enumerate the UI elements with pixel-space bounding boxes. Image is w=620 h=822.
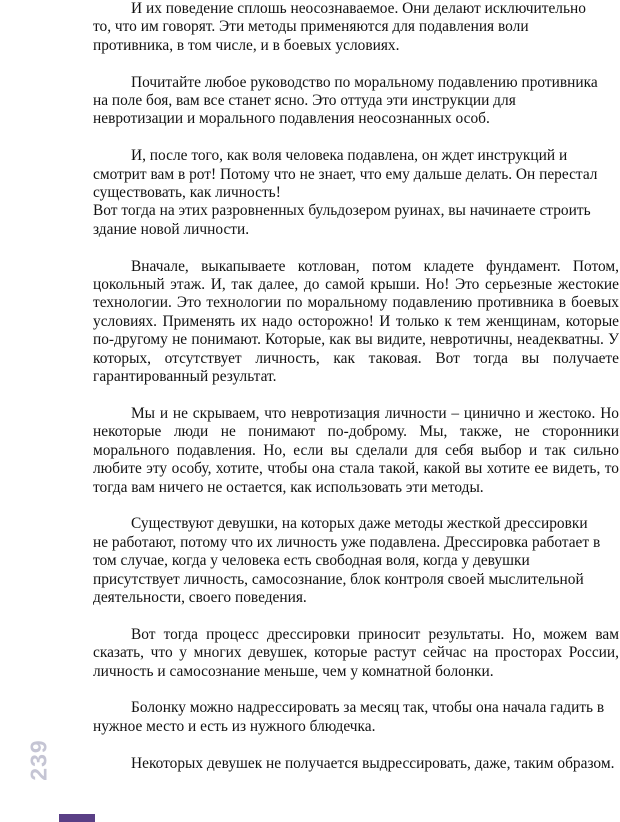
accent-bar: [59, 814, 95, 822]
paragraph-7: Вот тогда процесс дрессировки приносит результаты. Но, можем вам сказать, что у многих девушек, которые растут сейчас на просторах России, личность и самосознание меньше, чем у комнатной болонки.: [93, 625, 619, 680]
paragraph-5: Мы и не скрываем, что невротизация личности – цинично и жестоко. Но некоторые люди не понимают по-доброму. Мы, также, не сторонники морального подавления. Но, если вы сделали для себя выбор и так сильно любите эту особу, хотите, чтобы она стала такой, какой вы хотите ее видеть, то тогда вам ничего не остается, как использовать эти методы.: [93, 404, 619, 496]
paragraph-1: И их поведение сплошь неосознаваемое. Они делают исключительно то, что им говорят. Эти методы применяются для подавления воли противника, в том числе, и в боевых условиях.: [93, 0, 586, 54]
paragraph-6: Существуют девушки, на которых даже методы жесткой дрессировки не работают, потому что их личность уже подавлена. Дрессировка работает в том случае, когда у человека есть свободная воля, когда у девушки присутствует личность, самосознание, блок контроля своей мыслительной деятельности, своего поведения.: [93, 515, 601, 606]
paragraph-2: Почитайте любое руководство по моральному подавлению противника на поле боя, вам все станет ясно. Это оттуда эти инструкции для невротизации и морального подавления неосознанных особ.: [93, 73, 598, 128]
paragraph-9: Некоторых девушек не получается выдрессировать, даже, таким образом.: [131, 754, 615, 772]
paragraph-3: И, после того, как воля человека подавлена, он ждет инструкций и смотрит вам в рот! Потому что не знает, что ему дальше делать. Он перестал существовать, как личность! Вот тогда на этих разровненных бульдозером руинах, вы начинаете строить здание новой личности.: [93, 147, 598, 238]
paragraph-4: Вначале, выкапываете котлован, потом кладете фундамент. Потом, цокольный этаж. И, так далее, до самой крыши. Но! Это серьезные жестокие технологии. Это технологии по моральному подавлению противника в боевых условиях. Применять их надо осторожно! И только к тем женщинам, которые по-другому не понимают. Которые, как вы видите, невротичны, неадекватны. У которых, отсутствует личность, как таковая. Вот тогда вы получаете гарантированный результат.: [93, 257, 619, 386]
page-number: 239: [25, 739, 52, 781]
paragraph-8: Болонку можно надрессировать за месяц так, чтобы она начала гадить в нужное место и есть из нужного блюдечка.: [93, 699, 605, 735]
page-text: [93, 0, 619, 773]
